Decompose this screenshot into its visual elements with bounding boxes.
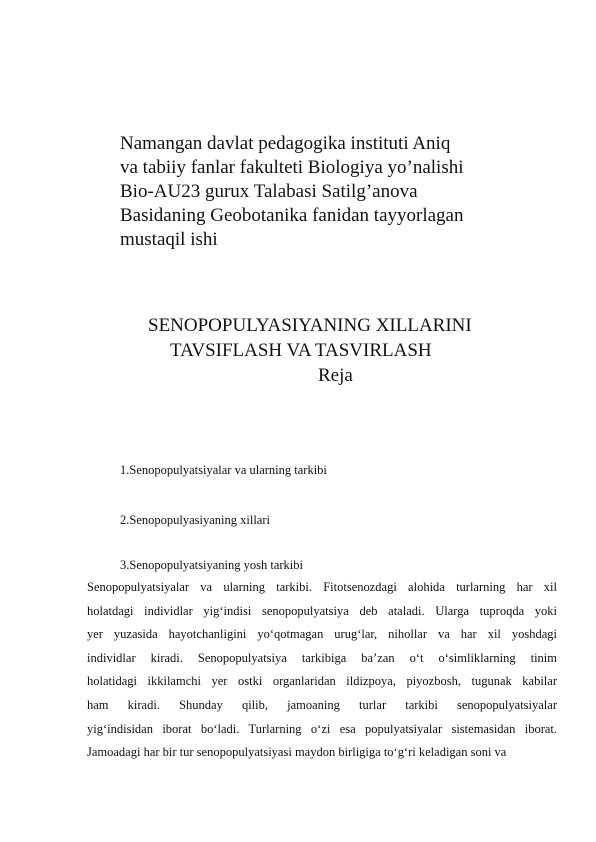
header-line: Bio-AU23 gurux Talabasi Satilg’anova bbox=[120, 181, 418, 202]
body-line: holatdagi individlar yig‘indisi senopopulyatsiya deb ataladi. Ularga tuproqda yoki bbox=[87, 603, 557, 618]
body-line: individlar kiradi. Senopopulyatsiya tarkibiga ba’zan o‘t o‘simliklarning tinim bbox=[87, 650, 557, 665]
plan-item: 2.Senopopulyasiyaning xillari bbox=[120, 513, 270, 527]
document-title-line-1: SENOPOPULYASIYANING XILLARINI bbox=[148, 315, 472, 336]
body-line: holatidagi ikkilamchi yer ostki organlaridan ildizpoya, piyozbosh, tugunak kabilar bbox=[87, 674, 557, 689]
header-line: va tabiiy fanlar fakulteti Biologiya yo’nalishi bbox=[120, 157, 464, 178]
body-line: Jamoadagi har bir tur senopopulyatsiyasi maydon birligiga to‘g‘ri keladigan soni va bbox=[87, 745, 507, 760]
header-line: Namangan davlat pedagogika instituti Aniq bbox=[120, 133, 451, 154]
body-paragraph bbox=[87, 576, 557, 765]
header-line: Basidaning Geobotanika fanidan tayyorlagan bbox=[120, 205, 464, 226]
document-title-line-2: TAVSIFLASH VA TASVIRLASH bbox=[170, 340, 432, 361]
body-line: ham kiradi. Shunday qilib, jamoaning turlar tarkibi senopopulyatsiyalar bbox=[87, 697, 557, 712]
body-line: yer yuzasida hayotchanligini yo‘qotmagan urug‘lar, nihollar va har xil yoshdagi bbox=[87, 627, 557, 642]
plan-item: 3.Senopopulyatsiyaning yosh tarkibi bbox=[120, 558, 303, 572]
header-line: mustaqil ishi bbox=[120, 229, 218, 250]
document-header bbox=[120, 132, 560, 252]
body-line: Senopopulyatsiyalar va ularning tarkibi. Fitotsenozdagi alohida turlarning har xil bbox=[87, 580, 557, 594]
plan-heading: Reja bbox=[318, 365, 353, 386]
plan-item: 1.Senopopulyatsiyalar va ularning tarkibi bbox=[120, 463, 327, 477]
body-line: yig‘indisidan iborat bo‘ladi. Turlarning o‘zi esa populyatsiyalar sistemasidan iborat. bbox=[87, 721, 557, 736]
